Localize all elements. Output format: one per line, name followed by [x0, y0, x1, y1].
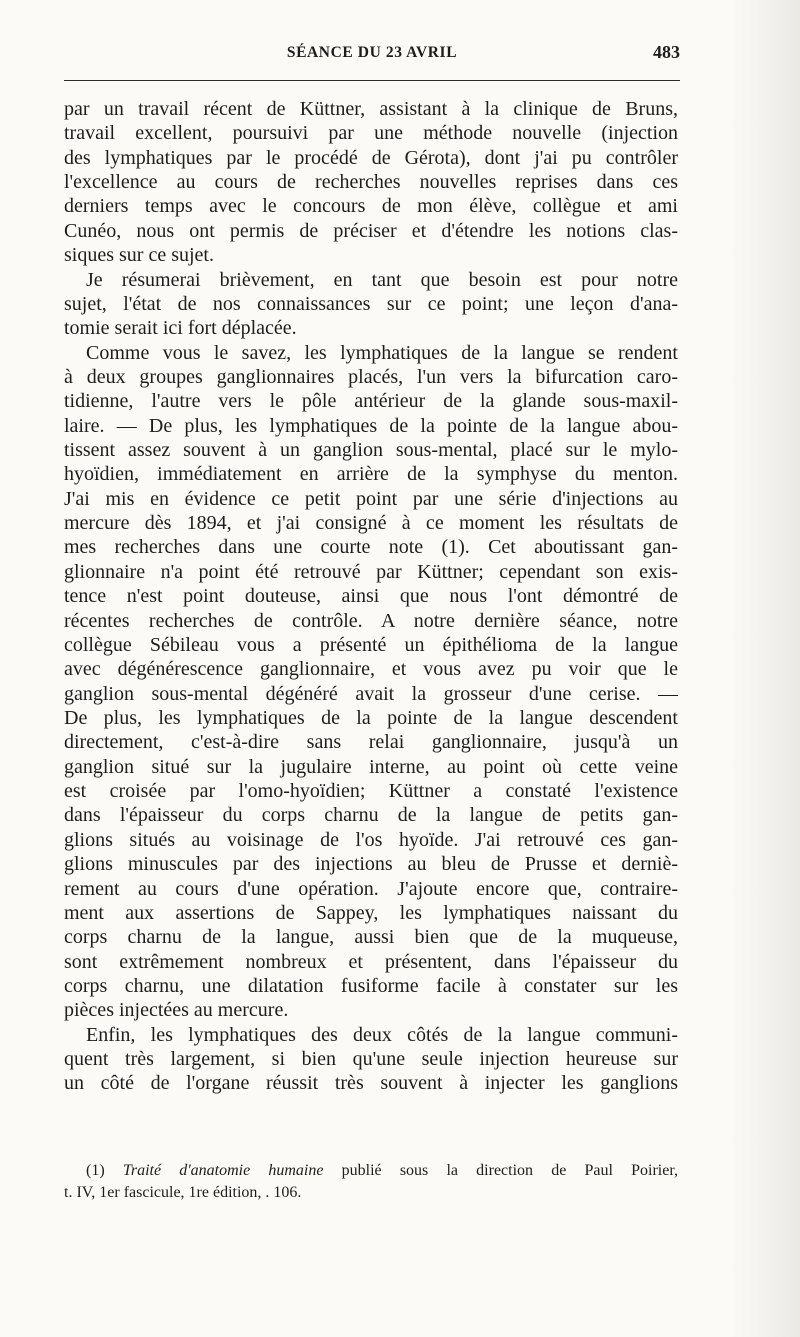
- text-line: glionnaire n'a point été retrouvé par Küttner; cependant son exis-: [64, 560, 678, 583]
- text-line: récentes recherches de contrôle. A notre dernière séance, notre: [64, 609, 678, 632]
- footnote: [64, 1160, 678, 1204]
- text-line: Je résumerai brièvement, en tant que besoin est pour notre: [86, 268, 678, 291]
- text-line: glions situés au voisinage de l'os hyoïde. J'ai retrouvé ces gan-: [64, 828, 678, 851]
- text-line: sont extrêmement nombreux et présentent, dans l'épaisseur du: [64, 950, 678, 973]
- text-line: glions minuscules par des injections au bleu de Prusse et derniè-: [64, 853, 678, 876]
- paragraph: [64, 1023, 678, 1096]
- footnote-marker: (1): [86, 1162, 105, 1179]
- body-text: [64, 97, 678, 1096]
- text-line: sujet, l'état de nos connaissances sur ce point; une leçon d'ana-: [64, 292, 678, 315]
- paragraph: [64, 268, 678, 341]
- text-line: corps charnu, une dilatation fusiforme facile à constater sur les: [64, 974, 678, 997]
- running-head: [64, 42, 680, 68]
- text-line: Enfin, les lymphatiques des deux côtés de la langue communi-: [86, 1023, 678, 1046]
- text-line: un côté de l'organe réussit très souvent à injecter les ganglions: [64, 1072, 678, 1095]
- text-line: De plus, les lymphatiques de la pointe de la langue descendent: [64, 706, 678, 729]
- text-line: travail excellent, poursuivi par une méthode nouvelle (injection: [64, 122, 678, 145]
- page-number: 483: [653, 42, 680, 62]
- text-line: laire. — De plus, les lymphatiques de la pointe de la langue abou-: [64, 414, 678, 437]
- text-line: est croisée par l'omo-hyoïdien; Küttner a constaté l'existence: [64, 780, 678, 803]
- text-line: Cunéo, nous ont permis de préciser et d'étendre les notions clas-: [64, 219, 678, 242]
- text-line: hyoïdien, immédiatement en arrière de la symphyse du menton.: [64, 463, 678, 486]
- text-line: J'ai mis en évidence ce petit point par une série d'injections au: [64, 487, 678, 510]
- text-line: ment aux assertions de Sappey, les lymphatiques naissant du: [64, 901, 678, 924]
- text-line: tence n'est point douteuse, ainsi que nous l'ont démontré de: [64, 585, 678, 608]
- text-line: siques sur ce sujet.: [64, 244, 214, 267]
- text-line: avec dégénérescence ganglionnaire, et vous avez pu voir que le: [64, 658, 678, 681]
- text-line: directement, c'est-à-dire sans relai ganglionnaire, jusqu'à un: [64, 731, 678, 754]
- text-line: par un travail récent de Küttner, assistant à la clinique de Bruns,: [64, 98, 678, 120]
- text-line: ganglion situé sur la jugulaire interne, au point où cette veine: [64, 755, 678, 778]
- footnote-title: Traité d'anatomie humaine: [122, 1162, 324, 1179]
- text-line: à deux groupes ganglionnaires placés, l'un vers la bifurcation caro-: [64, 365, 678, 388]
- text-line: rement au cours d'une opération. J'ajoute encore que, contraire-: [64, 877, 678, 900]
- text-line: pièces injectées au mercure.: [64, 999, 289, 1022]
- text-line: corps charnu de la langue, aussi bien que de la muqueuse,: [64, 926, 678, 949]
- text-line: derniers temps avec le concours de mon élève, collègue et ami: [64, 195, 678, 218]
- text-line: collègue Sébileau vous a présenté un épithélioma de la langue: [64, 633, 678, 656]
- text-line: quent très largement, si bien qu'une seule injection heureuse sur: [64, 1048, 678, 1071]
- text-line: tidienne, l'autre vers le pôle antérieur de la glande sous-maxil-: [64, 390, 678, 413]
- text-line: ganglion sous-mental dégénéré avait la grosseur d'une cerise. —: [64, 682, 678, 705]
- text-line: des lymphatiques par le procédé de Gérota), dont j'ai pu contrôler: [64, 146, 678, 169]
- paragraph: [64, 341, 678, 1023]
- header-rule: [64, 80, 680, 81]
- running-title: SÉANCE DU 23 AVRIL: [286, 44, 458, 61]
- text-line: l'excellence au cours de recherches nouvelles reprises dans ces: [64, 171, 678, 194]
- text-line: Comme vous le savez, les lymphatiques de la langue se rendent: [86, 341, 678, 364]
- paragraph: [64, 97, 678, 268]
- text-line: mes recherches dans une courte note (1). Cet aboutissant gan-: [64, 536, 678, 559]
- text-line: mercure dès 1894, et j'ai consigné à ce moment les résultats de: [64, 512, 678, 535]
- text-line: tissent assez souvent à un ganglion sous-mental, placé sur le mylo-: [64, 439, 678, 462]
- text-line: dans l'épaisseur du corps charnu de la langue de petits gan-: [64, 804, 678, 827]
- footnote-rest: publié sous la direction de Paul Poirier,: [341, 1162, 678, 1179]
- footnote-line: [64, 1160, 678, 1182]
- text-line: tomie serait ici fort déplacée.: [64, 317, 297, 340]
- footnote-line: t. IV, 1er fascicule, 1re édition, . 106.: [64, 1184, 302, 1201]
